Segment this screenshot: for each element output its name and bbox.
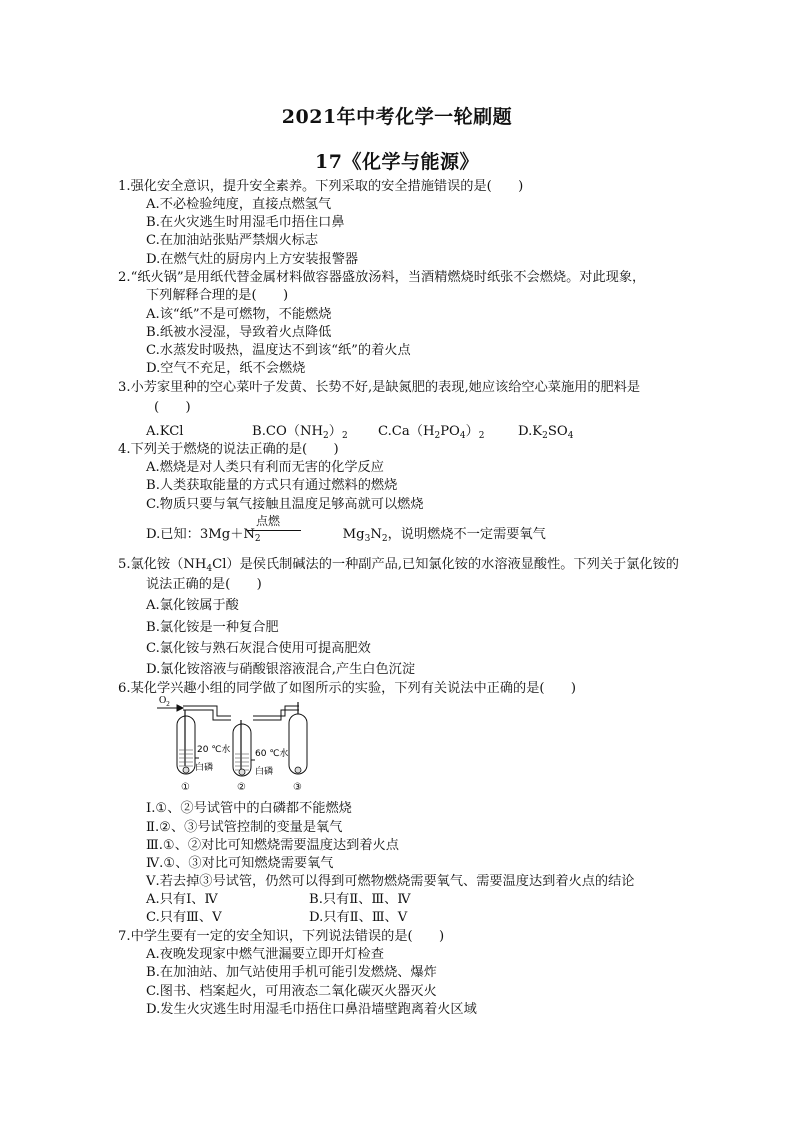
question-2-option-c: C.水蒸发时吸热，温度达不到该“纸”的着火点: [146, 343, 411, 358]
question-2-option-a: A.该“纸”不是可燃物，不能燃烧: [146, 307, 332, 322]
page-subtitle: 17《化学与能源》: [315, 151, 479, 173]
page-title: 2021年中考化学一轮刷题: [281, 106, 513, 128]
question-4-option-b: B.人类获取能量的方式只有通过燃料的燃烧: [146, 478, 398, 493]
question-3-option-d: $D.K_2SO_4$: [518, 424, 574, 441]
question-6-statement-2: Ⅱ.②、③号试管控制的变量是氧气: [146, 820, 343, 835]
question-6-option-c: C.只有Ⅲ、Ⅴ: [146, 910, 222, 925]
water-60-label: 60 ℃水: [255, 749, 289, 759]
question-3-option-a: A.KCl: [146, 424, 184, 439]
tube-number-2: ②: [237, 782, 246, 793]
question-2-option-b: B.纸被水浸湿，导致着火点降低: [146, 325, 332, 340]
o2-label: $O_2$: [159, 695, 170, 708]
question-3-option-b: $B.CO(NH_2)_2$: [252, 424, 348, 441]
tube-connector-1: [183, 706, 231, 716]
question-5-option-a: A.氯化铵属于酸: [146, 598, 239, 613]
question-6-statement-5: Ⅴ.若去掉③号试管，仍然可以得到可燃物燃烧需要氧气、需要温度达到着火点的结论: [146, 874, 635, 889]
question-6-stem: 6.某化学兴趣小组的同学做了如图所示的实验，下列有关说法中正确的是( ): [118, 681, 577, 696]
question-2-stem-line2: 下列解释合理的是( ): [146, 288, 289, 303]
phosphorus-1: [183, 767, 189, 773]
question-5-option-b: B.氯化铵是一种复合肥: [146, 620, 279, 635]
question-1-option-b: B.在火灾逃生时用湿毛巾捂住口鼻: [146, 215, 345, 230]
question-6-statement-3: Ⅲ.①、②对比可知燃烧需要温度达到着火点: [146, 838, 399, 853]
question-5-option-d: D.氯化铵溶液与硝酸银溶液混合,产生白色沉淀: [146, 662, 416, 677]
question-3-stem-line2: ( ): [154, 400, 191, 415]
test-tube-3: [289, 714, 307, 774]
question-7-option-a: A.夜晚发现家中燃气泄漏要立即开灯检查: [146, 947, 384, 962]
question-3-option-c: $C.Ca(H_2PO_4)_2$: [378, 424, 485, 441]
question-4-stem: 4.下列关于燃烧的说法正确的是( ): [118, 442, 339, 457]
question-1-option-a: A.不必检验纯度，直接点燃氢气: [146, 197, 332, 212]
question-2-option-d: D.空气不充足，纸不会燃烧: [146, 361, 306, 376]
question-5-option-c: C.氯化铵与熟石灰混合使用可提高肥效: [146, 641, 371, 656]
question-6-option-d: D.只有Ⅱ、Ⅲ、Ⅴ: [309, 910, 408, 925]
tube-number-1: ①: [181, 782, 190, 793]
question-7-stem: 7.中学生要有一定的安全知识，下列说法错误的是( ): [118, 929, 445, 944]
question-7-option-b: B.在加油站、加气站使用手机可能引发燃烧、爆炸: [146, 965, 437, 980]
test-tube-1: [177, 716, 195, 774]
question-5-stem-line2: 说法正确的是( ): [146, 577, 262, 592]
question-3-stem-line1: 3.小芳家里种的空心菜叶子发黄、长势不好,是缺氮肥的表现,她应该给空心菜施用的肥料是: [118, 380, 641, 395]
tube-number-3: ③: [293, 782, 302, 793]
question-5-stem-line1: 5.氯化铵$(NH_4Cl)$是侯氏制碱法的一种副产品,已知氯化铵的水溶液显酸性。下列关于氯化铵的: [118, 557, 679, 574]
question-4-option-d: D.已知：$3Mg+N_2$ $Mg_3N_2$，说明燃烧不一定需要氧气: [146, 527, 546, 544]
reaction-arrow-line: [247, 530, 301, 531]
question-6-option-a: A.只有Ⅰ、Ⅳ: [146, 892, 218, 907]
phosphorus-3: [295, 767, 301, 773]
question-1-option-c: C.在加油站张贴严禁烟火标志: [146, 233, 319, 248]
water-20-label: 20 ℃水: [197, 745, 231, 755]
reaction-condition-label: 点燃: [256, 514, 281, 528]
phosphorus-label-2: 白磷: [255, 767, 274, 777]
question-4-option-c: C.物质只要与氧气接触且温度足够高就可以燃烧: [146, 497, 424, 512]
question-1-stem: 1.强化安全意识，提升安全素养。下列采取的安全措施错误的是( ): [118, 179, 524, 194]
question-6-statement-4: Ⅳ.①、③对比可知燃烧需要氧气: [146, 856, 334, 871]
question-2-stem-line1: 2.“纸火锅”是用纸代替金属材料做容器盛放汤料，当酒精燃烧时纸张不会燃烧。对此现象，: [118, 270, 646, 285]
phosphorus-2: [239, 769, 245, 775]
question-6-option-b: B.只有Ⅱ、Ⅲ、Ⅳ: [309, 892, 411, 907]
phosphorus-label-1: 白磷: [195, 763, 214, 773]
inlet-arrow-head: [177, 705, 183, 711]
question-7-option-d: D.发生火灾逃生时用湿毛巾捂住口鼻沿墙壁跑离着火区域: [146, 1002, 477, 1017]
experiment-diagram: [155, 694, 315, 794]
tube-connector-2: [253, 706, 299, 716]
question-1-option-d: D.在燃气灶的厨房内上方安装报警器: [146, 252, 359, 267]
test-tube-2: [233, 724, 251, 776]
question-6-statement-1: Ⅰ.①、②号试管中的白磷都不能燃烧: [146, 801, 352, 816]
question-4-option-a: A.燃烧是对人类只有利而无害的化学反应: [146, 460, 384, 475]
question-7-option-c: C.图书、档案起火，可用液态二氧化碳灭火器灭火: [146, 984, 437, 999]
